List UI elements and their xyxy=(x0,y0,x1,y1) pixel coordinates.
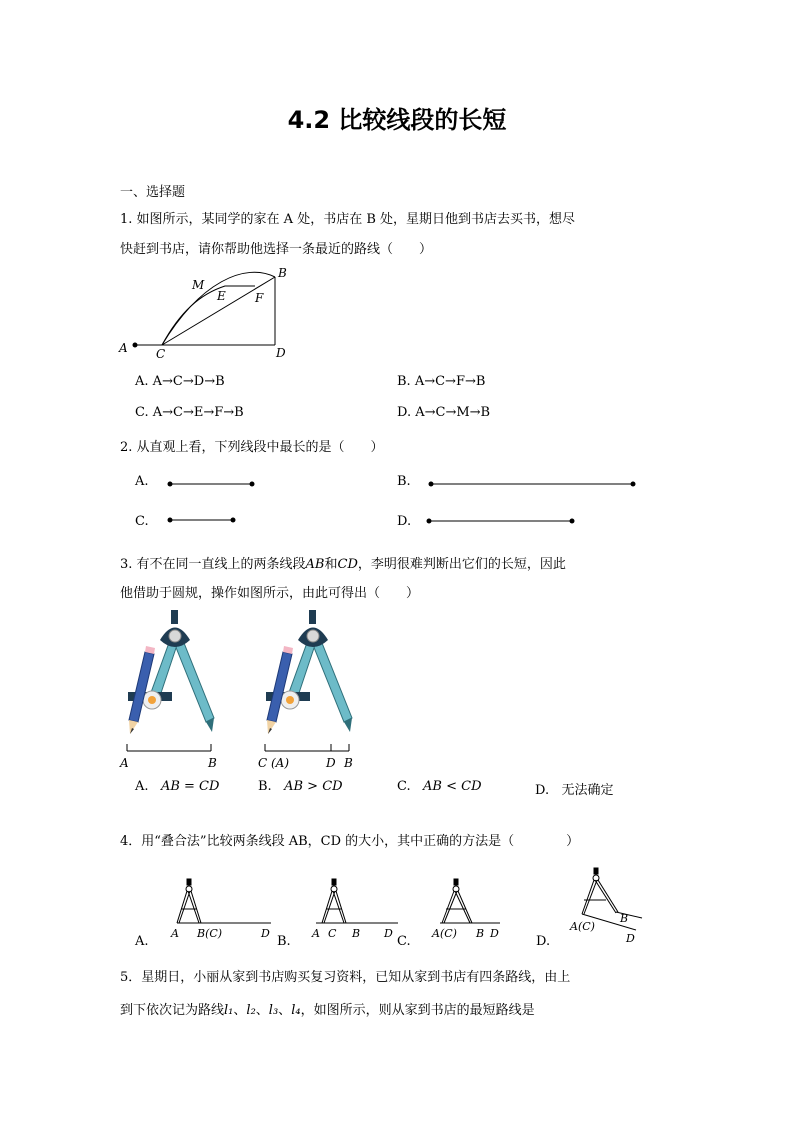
q1-option-a[interactable]: A. A→C→D→B xyxy=(135,374,225,389)
q4-figure-d xyxy=(566,864,656,946)
q1-option-c[interactable]: C. A→C→E→F→B xyxy=(135,405,244,420)
q3-fig2-label-ca: C (A) xyxy=(258,756,290,770)
compass-icon xyxy=(322,879,346,923)
q4d-label-ac: A(C) xyxy=(570,920,595,933)
q1-label-a: A xyxy=(119,341,128,355)
q4-option-d-letter[interactable]: D. xyxy=(536,934,551,949)
compass-icon xyxy=(442,879,472,923)
q2-stem: 2. 从直观上看，下列线段中最长的是（ ） xyxy=(120,440,384,455)
q3-option-d[interactable]: D. 无法确定 xyxy=(535,783,614,798)
q3-stem-part-a: 3. 有不在同一直线上的两条线段 xyxy=(120,557,306,572)
q5-stem-line1: 5．星期日，小丽从家到书店购买复习资料，已知从家到书店有四条路线，由上 xyxy=(120,970,571,985)
q4-option-c-letter[interactable]: C. xyxy=(397,934,411,949)
q4b-label-b: B xyxy=(352,927,361,940)
q2-option-d-segment xyxy=(424,515,579,527)
compass-icon xyxy=(177,879,201,923)
q4-option-b-letter[interactable]: B. xyxy=(277,934,291,949)
q4d-label-b: B xyxy=(620,912,629,925)
q3-stem-part-c: ，李明很难判断出它们的长短，因此 xyxy=(357,557,566,572)
q2-option-b-segment xyxy=(426,478,641,490)
q1-label-m: M xyxy=(192,278,205,292)
q3-stem-part-b: 和 xyxy=(324,557,338,572)
q3-fig2-label-d: D xyxy=(326,756,336,770)
q3-stem-line2: 他借助于圆规，操作如图所示，由此可得出（ ） xyxy=(120,586,420,601)
q2-option-c-segment xyxy=(165,514,240,526)
q1-stem-line1: 1. 如图所示，某同学的家在 A 处，书店在 B 处，星期日他到书店去买书，想尽 xyxy=(120,212,576,227)
q1-line-cfb xyxy=(162,277,275,345)
q4-option-a-letter[interactable]: A. xyxy=(135,934,149,949)
page-title: 4.2 比较线段的长短 xyxy=(287,106,507,134)
q4a-label-bc: B(C) xyxy=(197,927,223,940)
q4-stem: 4．用“叠合法”比较两条线段 AB，CD 的大小，其中正确的方法是（ ） xyxy=(120,834,580,849)
q4b-label-d: D xyxy=(384,927,393,940)
q1-point-a xyxy=(133,343,138,348)
q3-option-a[interactable]: A. AB = CD xyxy=(135,779,220,794)
q2-option-a-segment xyxy=(165,478,260,490)
q4d-label-d: D xyxy=(626,932,635,945)
q4c-label-b: B xyxy=(476,927,485,940)
q4b-label-c: C xyxy=(328,927,337,940)
q2-option-b-letter[interactable]: B. xyxy=(397,474,411,489)
q2-option-a-letter[interactable]: A. xyxy=(135,474,149,489)
q4-figure-c xyxy=(428,875,508,945)
q5-route-l1: l₁ xyxy=(224,1003,234,1018)
q1-label-d: D xyxy=(276,346,286,360)
q3-compass-figure-2 xyxy=(256,610,366,770)
q3-compass-figure-1 xyxy=(118,610,228,770)
pencil-icon xyxy=(267,646,293,734)
q5-route-l4: l₄ xyxy=(291,1003,301,1018)
compass-icon xyxy=(582,868,618,914)
q4-figure-b xyxy=(306,875,401,945)
q1-label-c: C xyxy=(156,347,166,361)
q1-option-b[interactable]: B. A→C→F→B xyxy=(397,374,486,389)
q3-segment-ab: AB xyxy=(305,557,325,572)
q4c-label-ac: A(C) xyxy=(432,927,457,940)
q1-label-e: E xyxy=(217,289,226,303)
q4-figure-a xyxy=(165,875,280,945)
q2-option-c-letter[interactable]: C. xyxy=(135,514,149,529)
q5-route-l3: l₃ xyxy=(268,1003,279,1018)
q1-route-diagram xyxy=(115,262,305,362)
q5-route-l2: l₂ xyxy=(246,1003,256,1018)
q1-stem-line2: 快赶到书店，请你帮助他选择一条最近的路线（ ） xyxy=(120,242,433,257)
q1-option-d[interactable]: D. A→C→M→B xyxy=(397,405,491,420)
q2-option-d-letter[interactable]: D. xyxy=(397,514,412,529)
q1-label-f: F xyxy=(255,291,264,305)
q5-stem-line2: 到下依次记为路线l₁、l₂、l₃、l₄，如图所示，则从家到书店的最短路线是 xyxy=(120,1003,535,1018)
q3-option-c[interactable]: C. AB < CD xyxy=(397,779,482,794)
pencil-icon xyxy=(129,646,155,734)
q3-option-b[interactable]: B. AB > CD xyxy=(258,779,343,794)
q4a-label-a: A xyxy=(171,927,179,940)
q4a-label-d: D xyxy=(261,927,270,940)
q3-fig2-label-b: B xyxy=(344,756,353,770)
q3-fig1-label-a: A xyxy=(120,756,129,770)
q3-stem-line1 xyxy=(120,553,566,572)
q1-arc-cmb xyxy=(162,272,275,345)
q3-fig1-label-b: B xyxy=(208,756,217,770)
section-heading: 一、选择题 xyxy=(120,185,186,200)
q4b-label-a: A xyxy=(312,927,320,940)
q4c-label-d: D xyxy=(490,927,499,940)
q1-label-b: B xyxy=(278,266,287,280)
q3-segment-cd: CD xyxy=(337,557,358,572)
